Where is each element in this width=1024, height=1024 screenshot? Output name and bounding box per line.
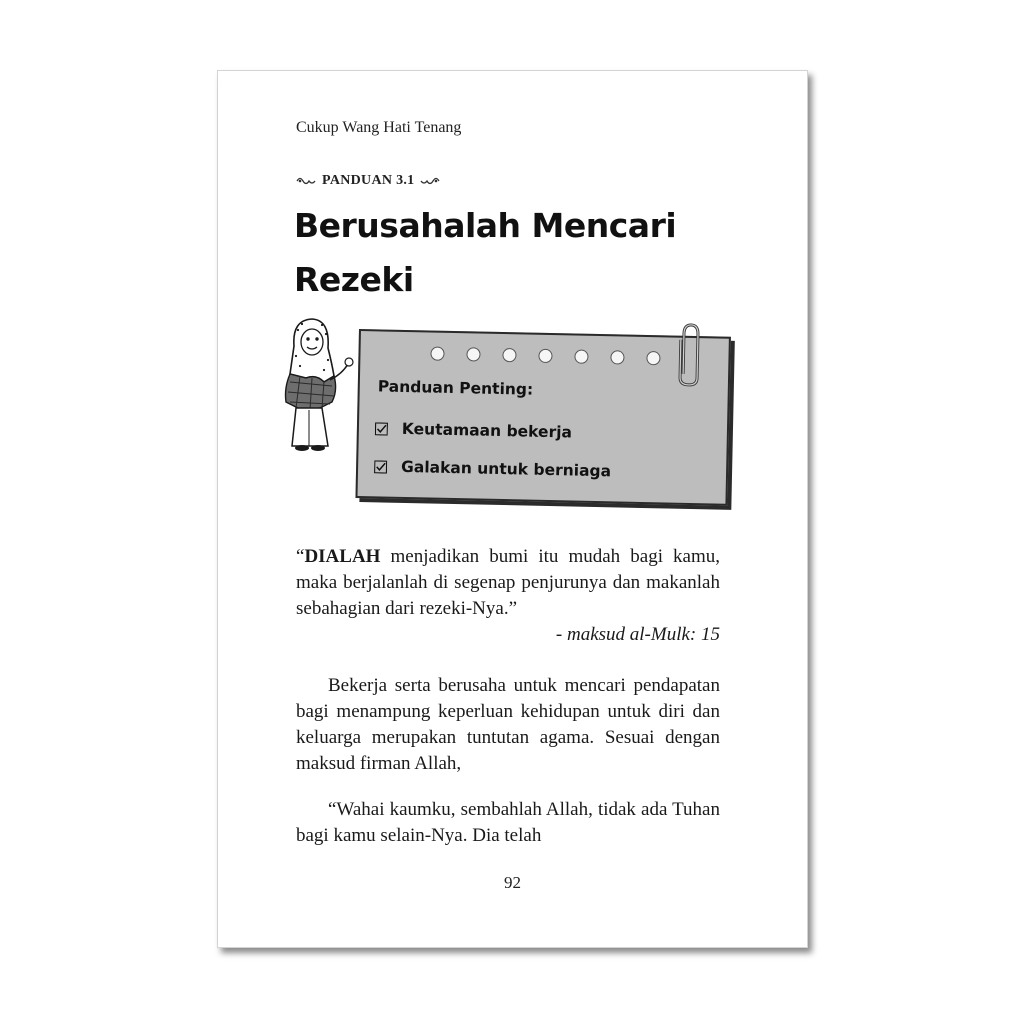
page-number: 92 — [504, 873, 521, 892]
quote-bold-word: DIALAH — [304, 546, 381, 567]
punch-hole — [466, 347, 480, 361]
punch-hole — [430, 347, 444, 361]
guidance-note-card — [355, 329, 730, 506]
title-line-1: Berusahalah Mencari — [294, 206, 677, 245]
scroll-ornament-right-icon — [420, 176, 440, 186]
book-page — [217, 70, 808, 948]
section-tag-label: PANDUAN 3.1 — [322, 173, 415, 188]
note-list-item — [375, 419, 572, 441]
running-head: Cukup Wang Hati Tenang — [296, 119, 462, 136]
note-heading: Panduan Penting: — [377, 377, 534, 399]
page-title — [294, 199, 754, 307]
punch-hole — [574, 350, 588, 364]
quote-open-mark: “ — [296, 546, 305, 567]
paperclip-icon — [674, 322, 705, 389]
punch-hole — [538, 349, 552, 363]
checkbox-checked-icon — [375, 422, 388, 435]
hijab-girl-illustration — [276, 316, 358, 456]
section-tag — [296, 173, 440, 189]
body-paragraph-2: “Wahai kaumku, sembahlah Allah, tidak ada Tuhan bagi kamu selain-Nya. Dia telah — [296, 799, 720, 846]
quote-attribution: - maksud al-Mulk: 15 — [555, 624, 720, 645]
note-item-label: Keutamaan bekerja — [401, 419, 573, 442]
note-item-label: Galakan untuk berniaga — [400, 457, 612, 481]
title-line-2: Rezeki — [294, 260, 414, 299]
note-punch-holes — [430, 347, 660, 366]
note-list-item — [374, 457, 611, 480]
punch-hole — [610, 350, 624, 364]
checkbox-checked-icon — [374, 460, 387, 473]
quranic-quote — [296, 544, 720, 648]
quote-text: menjadikan bumi itu mudah bagi kamu, maka berjalanlah di segenap penjurunya dan makanlah sebahagian dari rezeki-Nya.” — [296, 546, 720, 619]
body-paragraph-1: Bekerja serta berusaha untuk mencari pendapatan bagi menampung keperluan kehidupan untuk diri dan keluarga merupakan tuntutan agama. Sesuai dengan maksud firman Allah, — [296, 675, 720, 774]
scroll-ornament-left-icon — [296, 176, 316, 186]
punch-hole — [646, 351, 660, 365]
punch-hole — [502, 348, 516, 362]
